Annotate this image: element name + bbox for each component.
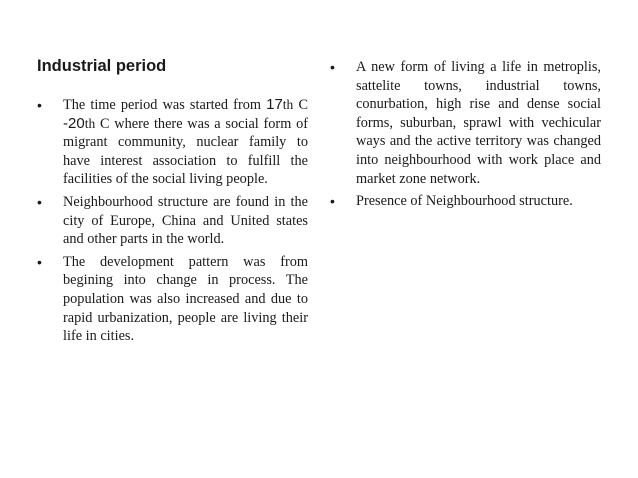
- bullet-icon: •: [37, 193, 42, 210]
- item-text: A new form of living a life in metroplis, sattelite towns, industrial towns, conurbation, high rise and dense social forms, suburban, sprawl with vechicular ways and the active territory was changed into neighbourhood with work place and market zone network.: [356, 59, 601, 187]
- list-item-new-form-of-living: [328, 58, 601, 188]
- bullet-icon: •: [37, 253, 42, 270]
- item-text: Neighbourhood structure are found in the city of Europe, China and United states and other parts in the world.: [63, 193, 308, 248]
- century-end-suffix: th: [84, 115, 96, 131]
- left-bullet-list: [37, 96, 308, 350]
- section-heading: Industrial period: [37, 57, 167, 75]
- century-connector: C: [293, 97, 308, 113]
- list-item-presence-of-structure: [328, 192, 601, 211]
- bullet-icon: •: [330, 59, 335, 75]
- item-text-start: The time period was started from: [63, 97, 267, 113]
- list-item-neighbourhood-structure: [37, 193, 308, 249]
- century-end: -20: [63, 114, 85, 132]
- right-bullet-list: [328, 58, 601, 215]
- bullet-icon: •: [37, 97, 42, 113]
- item-text-rest: C where there was a social form of migrant community, nuclear family to have interest association to fulfill the facilities of the social living people.: [63, 115, 308, 188]
- list-item-development-pattern: [37, 253, 308, 346]
- item-text: The development pattern was from begining into change in process. The population was also increased and due to rapid urbanization, people are living their life in cities.: [63, 253, 308, 345]
- list-item-time-period: [37, 96, 308, 189]
- century-start-suffix: th: [282, 97, 294, 112]
- item-text: Presence of Neighbourhood structure.: [356, 193, 573, 210]
- century-start: 17: [266, 96, 283, 113]
- bullet-icon: •: [330, 193, 335, 210]
